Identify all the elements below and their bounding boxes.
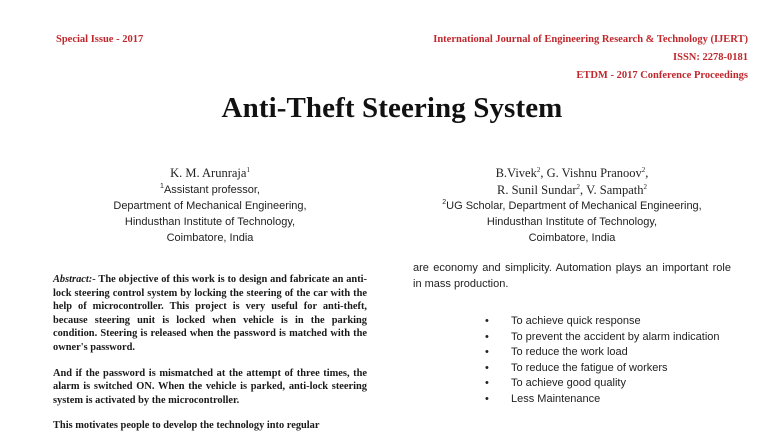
bullet-icon: • — [485, 361, 489, 374]
author-role: $^1$Assistant professor, — [160, 182, 260, 196]
list-item: • To achieve good quality — [485, 376, 731, 392]
bullet-icon: • — [485, 315, 489, 327]
list-item: • To achieve quick response — [485, 314, 731, 330]
body-paragraph: This motivates people to develop the technology into regular — [53, 420, 320, 432]
list-item: • To reduce the fatigue of workers — [485, 361, 731, 377]
author-block-right — [412, 165, 732, 246]
author-name: K. M. Arunraja$^1$ — [170, 166, 250, 180]
list-item: • To prevent the accident by alarm indication — [485, 330, 731, 346]
proceedings-label: ETDM - 2017 Conference Proceedings — [576, 70, 748, 81]
abstract-text: The objective of this work is to design and fabricate an anti-lock steering control system by locking the steering of the car with the help of microcontroller. This project is very useful for anti-theft, because steering unit is locked when vehicle is in the parking condition. Steering is released when the password is matched with the owner's password. — [53, 274, 367, 353]
bullet-icon: • — [485, 346, 489, 358]
author-institute: Hindusthan Institute of Technology, — [486, 216, 658, 228]
right-column — [413, 261, 731, 407]
paper-title: Anti-Theft Steering System — [221, 92, 563, 124]
author-role: $^2$UG Scholar, Department of Mechanical Engineering, — [442, 199, 702, 212]
abstract-label: Abstract:- — [53, 274, 96, 285]
bullet-icon: • — [485, 392, 489, 405]
author-institute: Hindusthan Institute of Technology, — [124, 215, 296, 228]
author-city: Coimbatore, India — [528, 232, 616, 244]
objectives-list — [485, 314, 731, 407]
issn-label: ISSN: 2278-0181 — [673, 52, 748, 63]
list-item: • To reduce the work load — [485, 345, 731, 361]
list-item: • Less Maintenance — [485, 392, 731, 408]
author-city: Coimbatore, India — [166, 231, 254, 244]
author-block-left — [60, 165, 360, 246]
author-names-line1: B.Vivek$^2$, G. Vishnu Pranoov$^2$, — [495, 166, 649, 180]
author-names-line2: R. Sunil Sundar$^2$, V. Sampath$^2$ — [497, 182, 647, 197]
bullet-icon: • — [485, 330, 489, 343]
author-department: Department of Mechanical Engineering, — [113, 199, 307, 212]
special-issue-label: Special Issue - 2017 — [56, 34, 144, 45]
abstract-paragraph — [53, 273, 367, 355]
journal-name: International Journal of Engineering Research & Technology (IJERT) — [433, 34, 748, 45]
left-column — [53, 273, 367, 445]
intro-paragraph: are economy and simplicity. Automation plays an important role in mass production. — [413, 262, 731, 290]
bullet-icon: • — [485, 377, 489, 389]
body-paragraph: And if the password is mismatched at the attempt of three times, the alarm is switched ON. When the vehicle is parked, anti-lock steering system is activated by the microcontroller. — [53, 367, 367, 406]
